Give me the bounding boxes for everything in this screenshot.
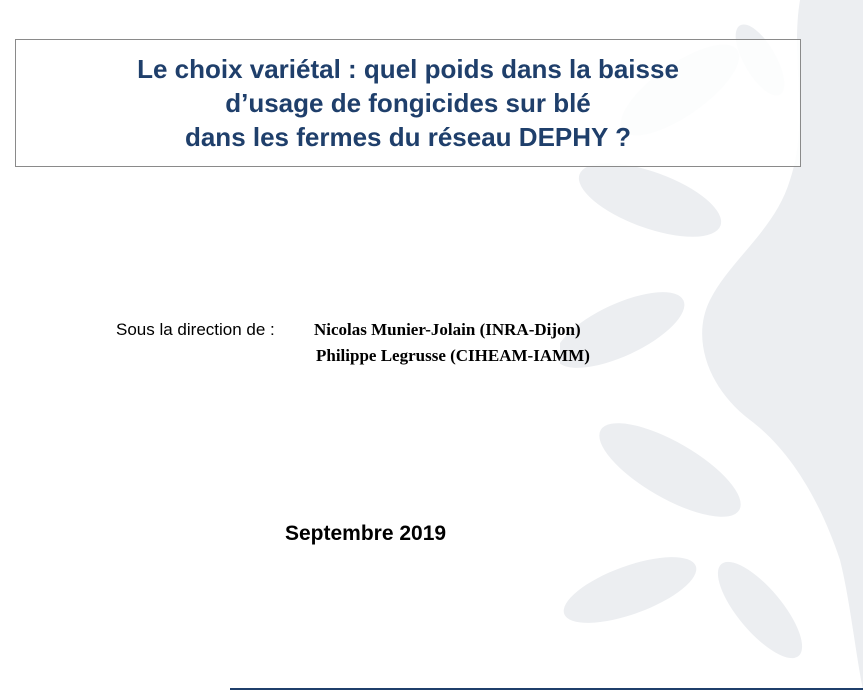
title-box: [15, 39, 801, 167]
title-line: Le choix variétal : quel poids dans la baisse: [137, 54, 679, 84]
title-line: d’usage de fongicides sur blé: [225, 88, 591, 118]
supervision-label: Sous la direction de :: [116, 320, 275, 339]
supervisor-name: Philippe Legrusse (CIHEAM-IAMM): [316, 346, 590, 365]
title-line: dans les fermes du réseau DEPHY ?: [184, 122, 632, 152]
supervisor-name: Nicolas Munier-Jolain (INRA-Dijon): [314, 320, 581, 339]
document-date: Septembre 2019: [285, 522, 447, 545]
